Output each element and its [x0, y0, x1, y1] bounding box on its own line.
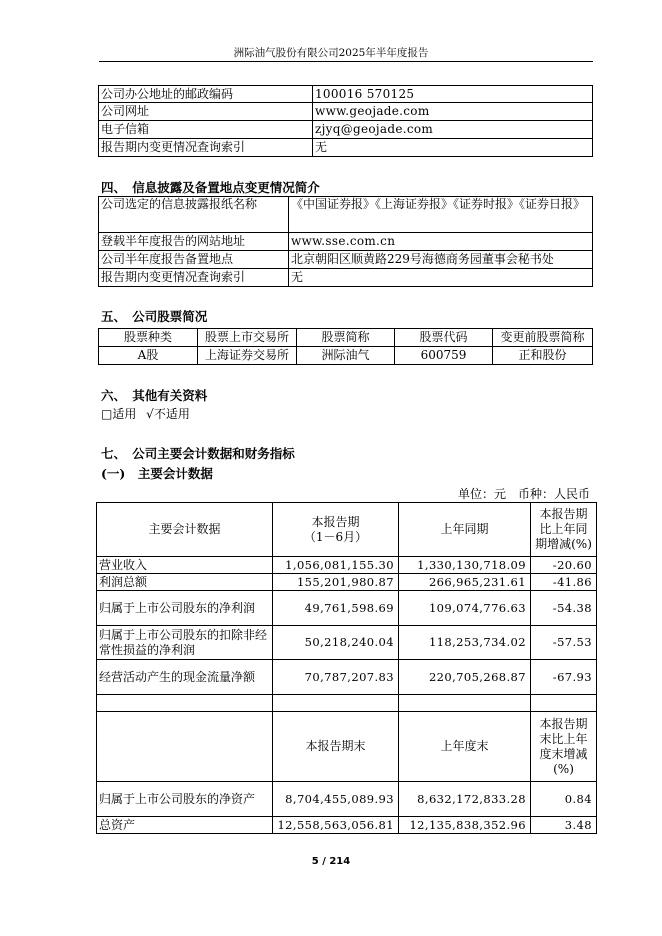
acct-label: 归属于上市公司股东的净利润: [97, 591, 273, 626]
acct-empty: [97, 695, 273, 712]
contact-label: 电子信箱: [99, 121, 313, 139]
contact-label: 公司网址: [99, 103, 313, 121]
disclosure-value: 无: [289, 269, 593, 287]
stock-cell: A股: [99, 347, 198, 365]
disclosure-label: 公司选定的信息披露报纸名称: [99, 197, 289, 233]
disclosure-label: 报告期内变更情况查询索引: [99, 269, 289, 287]
contact-label: 报告期内变更情况查询索引: [99, 139, 313, 157]
section7-heading: 七、 公司主要会计数据和财务指标: [101, 446, 295, 461]
acct-change: -20.60: [531, 557, 597, 574]
disclosure-label: 登载半年度报告的网站地址: [99, 233, 289, 251]
stock-cell: 上海证券交易所: [198, 347, 297, 365]
acct-change: -54.38: [531, 591, 597, 626]
option-applicable: □适用: [101, 407, 137, 421]
acct-header: 上年同期: [399, 503, 531, 557]
acct-change: -41.86: [531, 574, 597, 591]
acct-value: 155,201,980.87: [273, 574, 399, 591]
disclosure-value: www.sse.com.cn: [289, 233, 593, 251]
acct-value: 12,135,838,352.96: [399, 817, 531, 834]
contact-value: www.geojade.com: [313, 103, 593, 121]
acct-header: 上年度末: [399, 712, 531, 782]
acct-value: 118,253,734.02: [399, 626, 531, 660]
header-rule: [99, 61, 593, 62]
contact-value: 100016 570125: [313, 86, 593, 103]
contact-label: 公司办公地址的邮政编码: [99, 86, 313, 103]
unit-label: 单位：元 币种：人民币: [457, 487, 590, 501]
acct-header: 本报告期 （1－6月）: [273, 503, 399, 557]
acct-empty: [273, 695, 399, 712]
section6-heading: 六、 其他有关资料: [101, 388, 208, 403]
stock-header: 股票简称: [297, 329, 395, 347]
stock-cell: 600759: [395, 347, 493, 365]
contact-table: [98, 85, 593, 157]
acct-change: 0.84: [531, 782, 597, 817]
stock-header: 股票代码: [395, 329, 493, 347]
acct-change: -57.53: [531, 626, 597, 660]
acct-value: 12,558,563,056.81: [273, 817, 399, 834]
applicable-option: [101, 405, 190, 422]
acct-header: 本报告期 末比上年 度末增减 (%): [531, 712, 597, 782]
acct-header: [97, 712, 273, 782]
acct-empty: [399, 695, 531, 712]
acct-value: 1,330,130,718.09: [399, 557, 531, 574]
disclosure-value: 《中国证券报》《上海证券报》《证券时报》《证券日报》: [289, 197, 593, 233]
acct-empty: [531, 695, 597, 712]
acct-change: 3.48: [531, 817, 597, 834]
disclosure-value: 北京朝阳区顺黄路229号海德商务园董事会秘书处: [289, 251, 593, 269]
acct-header: 主要会计数据: [97, 503, 273, 557]
acct-value: 266,965,231.61: [399, 574, 531, 591]
contact-value: zjyq@geojade.com: [313, 121, 593, 139]
acct-value: 8,704,455,089.93: [273, 782, 399, 817]
acct-label: 经营活动产生的现金流量净额: [97, 660, 273, 695]
page-header: 洲际油气股份有限公司2025年半年度报告: [233, 47, 429, 59]
acct-label: 归属于上市公司股东的扣除非经常性损益的净利润: [97, 626, 273, 660]
stock-header: 股票种类: [99, 329, 198, 347]
section5-heading: 五、 公司股票简况: [101, 309, 208, 324]
acct-header: 本报告期末: [273, 712, 399, 782]
acct-header: 本报告期 比上年同 期增减(%): [531, 503, 597, 557]
page-number: 5 / 214: [311, 856, 351, 867]
acct-label: 总资产: [97, 817, 273, 834]
section7-subheading: (一) 主要会计数据: [101, 466, 213, 481]
option-not-applicable: √不适用: [146, 407, 190, 421]
stock-header: 股票上市交易所: [198, 329, 297, 347]
stock-header: 变更前股票简称: [493, 329, 593, 347]
acct-value: 220,705,268.87: [399, 660, 531, 695]
acct-value: 8,632,172,833.28: [399, 782, 531, 817]
stock-table: [98, 328, 593, 365]
acct-value: 50,218,240.04: [273, 626, 399, 660]
disclosure-table: [98, 196, 593, 287]
stock-cell: 正和股份: [493, 347, 593, 365]
section4-heading: 四、 信息披露及备置地点变更情况简介: [101, 180, 320, 195]
acct-label: 营业收入: [97, 557, 273, 574]
contact-value: 无: [313, 139, 593, 157]
acct-change: -67.93: [531, 660, 597, 695]
acct-value: 70,787,207.83: [273, 660, 399, 695]
acct-label: 归属于上市公司股东的净资产: [97, 782, 273, 817]
acct-value: 1,056,081,155.30: [273, 557, 399, 574]
acct-value: 49,761,598.69: [273, 591, 399, 626]
acct-label: 利润总额: [97, 574, 273, 591]
disclosure-label: 公司半年度报告备置地点: [99, 251, 289, 269]
accounting-table: [96, 502, 597, 834]
acct-value: 109,074,776.63: [399, 591, 531, 626]
stock-cell: 洲际油气: [297, 347, 395, 365]
